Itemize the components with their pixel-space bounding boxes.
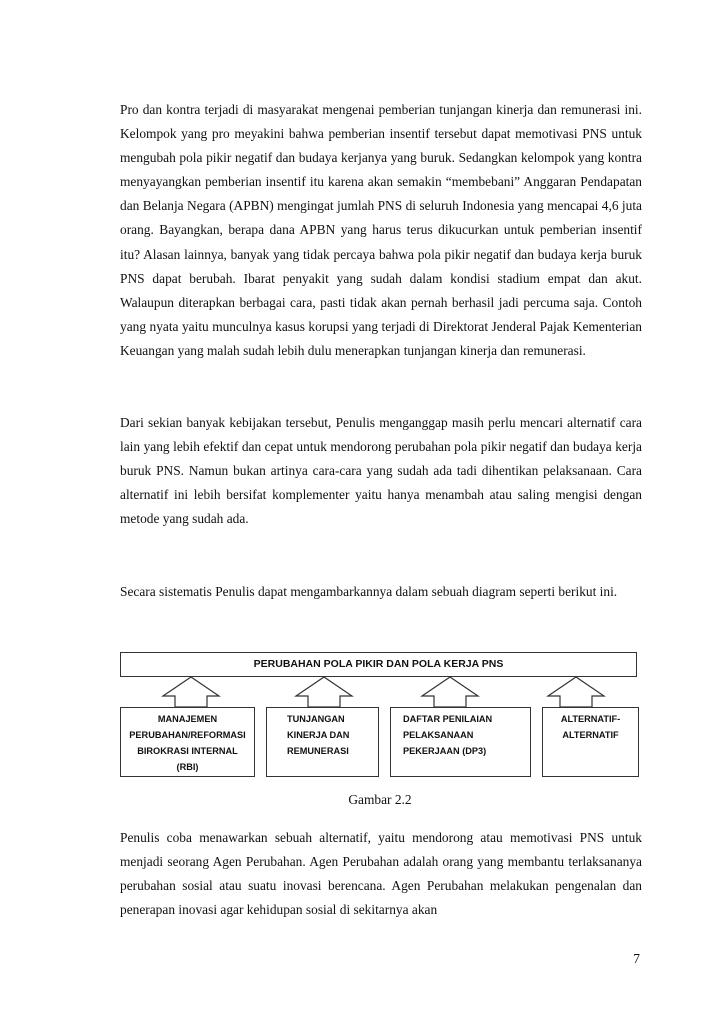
paragraph-alternatif: Dari sekian banyak kebijakan tersebut, Penulis menganggap masih perlu mencari alternatif cara lain yang lebih efektif dan cepat untuk mendorong perubahan pola pikir negatif dan budaya kerja buruk PNS. Namun bukan artinya cara-cara yang sudah ada tadi dihentikan pelaksanaan. Cara alternatif ini lebih bersifat komplementer yaitu hanya menambah atau saling mengisi dengan metode yang sudah ada. <box>120 415 642 527</box>
diagram-box-manajemen <box>120 707 255 777</box>
figure-caption: Gambar 2.2 <box>348 792 412 807</box>
box-line: DAFTAR PENILAIAN <box>403 714 493 724</box>
box-line: KINERJA DAN <box>287 730 350 740</box>
up-arrow-1 <box>163 677 219 707</box>
box-line: MANAJEMEN <box>157 714 218 724</box>
up-arrow-3 <box>422 677 478 707</box>
paragraph-agen-perubahan: Penulis coba menawarkan sebuah alternatif, yaitu mendorong atau memotivasi PNS untuk menjadi seorang Agen Perubahan. Agen Perubahan adalah orang yang membantu terlaksananya perubahan sosial atau suatu inovasi berencana. Agen Perubahan melakukan pengenalan dan penerapan inovasi agar kehidupan sosial di sekitarnya akan <box>120 830 642 918</box>
diagram-box-alternatif <box>542 707 639 777</box>
box-line: TUNJANGAN <box>287 714 345 724</box>
box-line: ALTERNATIF <box>562 730 619 740</box>
box-line: PERUBAHAN/REFORMASI <box>129 730 246 740</box>
up-arrow-4 <box>548 677 604 707</box>
box-line: REMUNERASI <box>287 746 349 756</box>
diagram-box-tunjangan <box>266 707 379 777</box>
page-number: 7 <box>633 951 640 966</box>
paragraph-pro-kontra: Pro dan kontra terjadi di masyarakat mengenai pemberian tunjangan kinerja dan remunerasi ini. Kelompok yang pro meyakini bahwa pemberian insentif tersebut dapat memotivasi PNS untuk mengubah pola pikir negatif dan budaya kerjanya yang buruk. Sedangkan kelompok yang kontra menyayangkan pemberian insentif itu karena akan semakin “membebani” Anggaran Pendapatan dan Belanja Negara (APBN) mengingat jumlah PNS di seluruh Indonesia yang mencapai 4,6 juta orang. Bayangkan, berapa dana APBN yang harus terus dikucurkan untuk pemberian insentif itu? Alasan lainnya, banyak yang tidak percaya bahwa pola pikir negatif dan budaya kerja buruk PNS dapat berubah. Ibarat penyakit yang sudah dalam kondisi stadium empat dan akut. Walaupun diterapkan berbagai cara, pasti tidak akan pernah berhasil jadi percuma saja. Contoh yang nyata yaitu munculnya kasus korupsi yang terjadi di Direktorat Jenderal Pajak Kementerian Keuangan yang malah sudah lebih dulu menerapkan tunjangan kinerja dan remunerasi. <box>120 102 642 358</box>
box-line: PEKERJAAN (DP3) <box>403 746 487 756</box>
box-line: PELAKSANAAN <box>403 730 474 740</box>
up-arrow-2 <box>296 677 352 707</box>
box-line: BIROKRASI INTERNAL <box>137 746 238 756</box>
box-line: (RBI) <box>176 762 199 772</box>
diagram-goal-box: PERUBAHAN POLA PIKIR DAN POLA KERJA PNS <box>120 652 637 677</box>
box-line: ALTERNATIF- <box>560 714 621 724</box>
paragraph-diagram-intro: Secara sistematis Penulis dapat mengambarkannya dalam sebuah diagram seperti berikut ini. <box>120 584 618 599</box>
diagram-box-dp3 <box>390 707 531 777</box>
